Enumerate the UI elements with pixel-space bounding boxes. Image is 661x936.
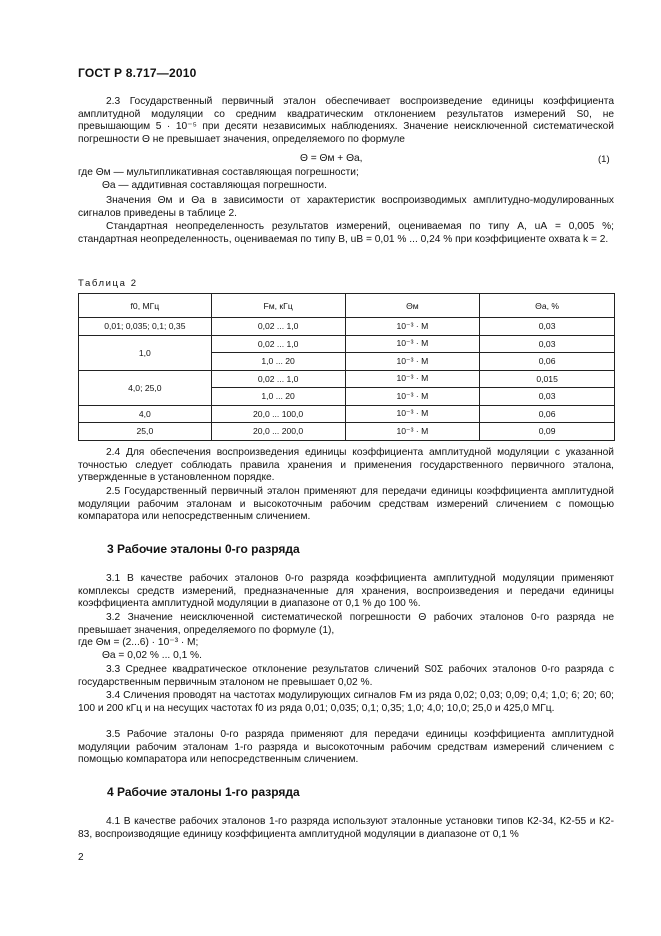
table-header-row [79,294,615,318]
table-caption: Таблица 2 [78,278,138,289]
cell-theta-a: 0,015 [480,370,615,388]
table-2 [78,293,615,441]
where-line-1: где Θм — мультипликативная составляющая погрешности; [78,167,359,178]
cell-f0: 1,0 [79,335,212,370]
cell-theta-m: 10⁻³ · M [345,370,480,388]
paragraph-3-2-where-2: Θа = 0,02 % ... 0,1 %. [102,650,202,661]
paragraph-3-5: 3.5 Рабочие эталоны 0-го разряда применяют для передачи единицы коэффициента амплитудной модуляции рабочим эталонам 1-го разряда и высокоточным рабочим средствам измерений сличением с помощью компаратора или непосредственным сличением. [78,729,614,766]
cell-f0: 0,01; 0,035; 0,1; 0,35 [79,318,212,336]
paragraph-uncertainty: Стандартная неопределенность результатов измерений, оцениваемая по типу А, uА = 0,005 %; стандартная неопределенность, оцениваемая по типу В, uВ = 0,01 % ... 0,24 % при коэффициенте охвата k = 2. [78,221,614,245]
page-number: 2 [78,852,84,863]
table-row [79,370,615,388]
cell-fm: 0,02 ... 1,0 [211,335,345,353]
paragraph-4-1: 4.1 В качестве рабочих эталонов 1-го разряда используют эталонные установки типов К2-34, К2-55 и К2-83, воспроизводящие единицу коэффициента амплитудной модуляции в диапазоне от 0,1 % [78,816,614,840]
paragraph-3-2: 3.2 Значение неисключенной систематической погрешности Θ рабочих эталонов 0-го разряда не превышает значения, определяемого по формуле (1), [78,612,614,636]
cell-theta-a: 0,03 [480,318,615,336]
formula-1: Θ = Θм + Θа, [300,153,363,164]
paragraph-2-4: 2.4 Для обеспечения воспроизведения единицы коэффициента амплитудной модуляции с указанной точностью следует соблюдать правила хранения и применения государственного первичного эталона, утвержденные в установленном порядке. [78,447,614,484]
paragraph-3-4: 3.4 Сличения проводят на частотах модулирующих сигналов Fм из ряда 0,02; 0,03; 0,09; 0,4; 1,0; 6; 20; 60; 100 и 200 кГц и на несущих частотах f0 из ряда 0,01; 0,035; 0,1; 0,35; 1,0; 4,0; 10,0; 25,0 и 425,0 МГц. [78,690,614,714]
section-4-heading: 4 Рабочие эталоны 1-го разряда [107,785,300,799]
table-row [79,423,615,441]
paragraph-3-1: 3.1 В качестве рабочих эталонов 0-го разряда коэффициента амплитудной модуляции применяют комплексы средств измерений, предназначенные для хранения, воспроизведения и передачи единицы коэффициента амплитудной модуляции в диапазоне от 0,1 % до 100 %. [78,573,614,610]
cell-theta-a: 0,09 [480,423,615,441]
cell-theta-a: 0,03 [480,335,615,353]
cell-theta-m: 10⁻³ · M [345,335,480,353]
cell-fm: 0,02 ... 1,0 [211,318,345,336]
table-row [79,405,615,423]
cell-theta-m: 10⁻³ · M [345,405,480,423]
table-row [79,318,615,336]
cell-fm: 20,0 ... 100,0 [211,405,345,423]
paragraph-values: Значения Θм и Θа в зависимости от характеристик воспроизводимых амплитудно-модулированных сигналов приведены в таблице 2. [78,195,614,219]
header-theta-a: Θа, % [480,294,615,318]
formula-number: (1) [598,154,610,165]
cell-fm: 0,02 ... 1,0 [211,370,345,388]
where-line-2: Θа — аддитивная составляющая погрешности. [102,180,327,191]
header-f0: f0, МГц [79,294,212,318]
header-fm: Fм, кГц [211,294,345,318]
cell-theta-a: 0,06 [480,405,615,423]
cell-f0: 4,0 [79,405,212,423]
paragraph-3-2-where: где Θм = (2...6) · 10⁻³ · M; [78,637,199,648]
cell-fm: 20,0 ... 200,0 [211,423,345,441]
cell-theta-m: 10⁻³ · M [345,318,480,336]
cell-fm: 1,0 ... 20 [211,388,345,406]
table-row [79,335,615,353]
paragraph-2-5: 2.5 Государственный первичный эталон применяют для передачи единицы коэффициента амплитудной модуляции рабочим эталонам и высокоточным рабочим средствам измерений сличением с помощью компаратора или непосредственным сличением. [78,486,614,523]
header-theta-m: Θм [345,294,480,318]
document-header: ГОСТ Р 8.717—2010 [78,66,197,80]
cell-theta-m: 10⁻³ · M [345,388,480,406]
cell-fm: 1,0 ... 20 [211,353,345,371]
cell-theta-a: 0,03 [480,388,615,406]
paragraph-2-3: 2.3 Государственный первичный эталон обеспечивает воспроизведение единицы коэффициента амплитудной модуляции со средним квадратическим отклонением результатов измерений S0, не превышающим 5 · 10⁻⁵ при десяти независимых наблюдениях. Значение неисключенной систематической погрешности Θ не превышает значения, определяемого по формуле [78,96,614,145]
section-3-heading: 3 Рабочие эталоны 0-го разряда [107,542,300,556]
paragraph-3-3: 3.3 Среднее квадратическое отклонение результатов сличений S0Σ рабочих эталонов 0-го разряда с государственным первичным эталоном не превышает 0,02 %. [78,664,614,688]
cell-theta-m: 10⁻³ · M [345,423,480,441]
cell-theta-a: 0,06 [480,353,615,371]
cell-theta-m: 10⁻³ · M [345,353,480,371]
cell-f0: 4,0; 25,0 [79,370,212,405]
cell-f0: 25,0 [79,423,212,441]
